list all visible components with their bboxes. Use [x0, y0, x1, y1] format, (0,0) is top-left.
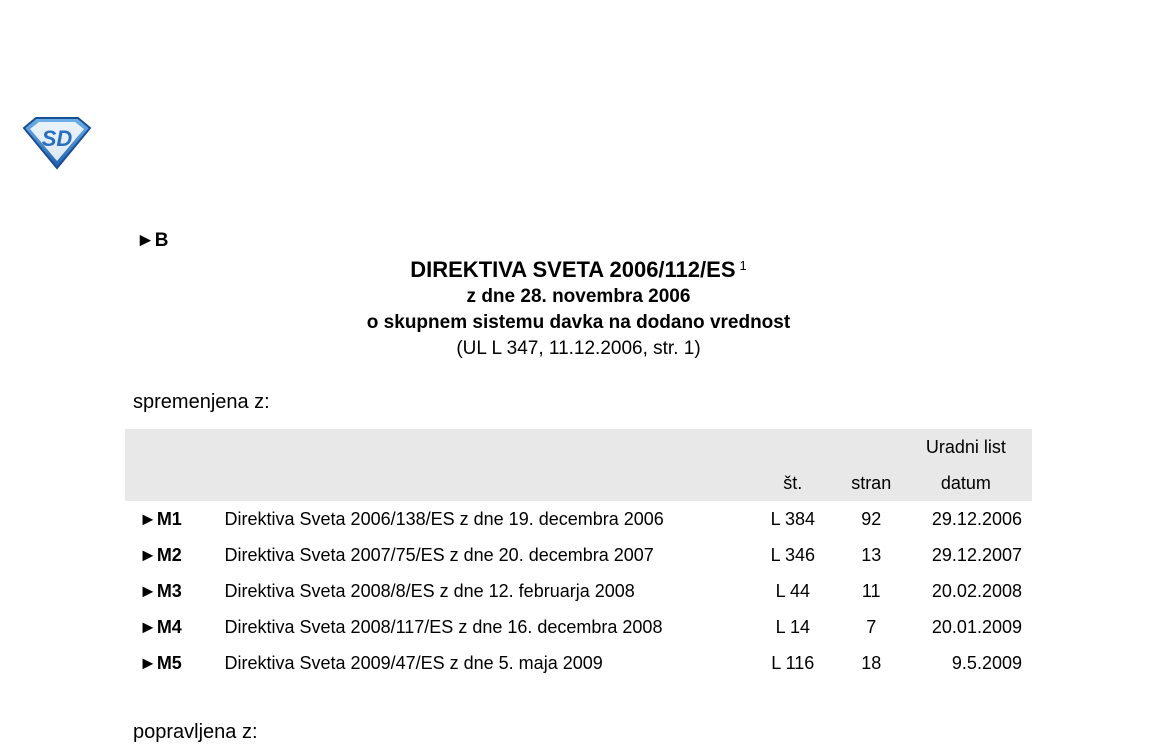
oj-date: 9.5.2009: [951, 652, 1022, 673]
oj-date: 29.12.2006: [931, 508, 1022, 529]
amendment-act: Direktiva Sveta 2008/117/ES z dne 16. decembra 2008: [224, 616, 663, 637]
amendment-act: Direktiva Sveta 2006/138/ES z dne 19. decembra 2006: [224, 508, 664, 529]
amendment-act: Direktiva Sveta 2009/47/ES z dne 5. maja 2009: [224, 652, 603, 673]
amendment-marker[interactable]: ►M3: [139, 580, 182, 601]
amendment-act: Direktiva Sveta 2007/75/ES z dne 20. decembra 2007: [224, 544, 654, 565]
corrected-by-label: popravljena z:: [133, 721, 258, 743]
table-row: [125, 501, 1032, 537]
oj-number: L 384: [770, 508, 815, 529]
table-row: [125, 645, 1032, 681]
table-column-header-row: [125, 465, 1032, 501]
oj-number: L 346: [770, 544, 815, 565]
directive-date: z dne 28. novembra 2006: [466, 286, 691, 307]
sd-logo-icon: [22, 116, 92, 170]
oj-number: L 116: [771, 652, 815, 673]
column-number-header: št.: [783, 472, 803, 493]
oj-number: L 14: [775, 616, 810, 637]
directive-subject: o skupnem sistemu davka na dodano vrednost: [366, 312, 791, 333]
oj-page: 7: [866, 616, 877, 637]
amendment-marker[interactable]: ►M2: [139, 544, 182, 565]
svg-text:SD: SD: [41, 126, 73, 151]
directive-title: DIREKTIVA SVETA 2006/112/ES $^1$: [410, 257, 747, 282]
table-row: [125, 537, 1032, 573]
oj-page: 18: [861, 652, 882, 673]
oj-page: 92: [861, 508, 882, 529]
table-group-header-row: [125, 429, 1032, 465]
oj-date: 29.12.2007: [931, 544, 1022, 565]
amendment-marker[interactable]: ►M5: [139, 652, 182, 673]
publication-reference: (UL L 347, 11.12.2006, str. 1): [456, 338, 701, 359]
amendment-act: Direktiva Sveta 2008/8/ES z dne 12. februarja 2008: [224, 580, 635, 601]
table-row: [125, 609, 1032, 645]
document-heading: [0, 256, 1157, 362]
base-act-marker: ►B: [136, 230, 169, 251]
oj-page: 11: [861, 580, 881, 601]
amendment-marker[interactable]: ►M4: [139, 616, 182, 637]
amendment-marker[interactable]: ►M1: [139, 508, 182, 529]
amendments-table: [125, 429, 1032, 681]
oj-page: 13: [861, 544, 882, 565]
column-page-header: stran: [851, 472, 892, 493]
oj-date: 20.02.2008: [931, 580, 1022, 601]
oj-date: 20.01.2009: [931, 616, 1022, 637]
official-journal-header: Uradni list: [925, 436, 1006, 457]
amended-by-label: spremenjena z:: [133, 391, 270, 413]
column-date-header: datum: [940, 472, 991, 493]
title-footnote[interactable]: 1: [739, 258, 747, 273]
oj-number: L 44: [775, 580, 810, 601]
table-row: [125, 573, 1032, 609]
